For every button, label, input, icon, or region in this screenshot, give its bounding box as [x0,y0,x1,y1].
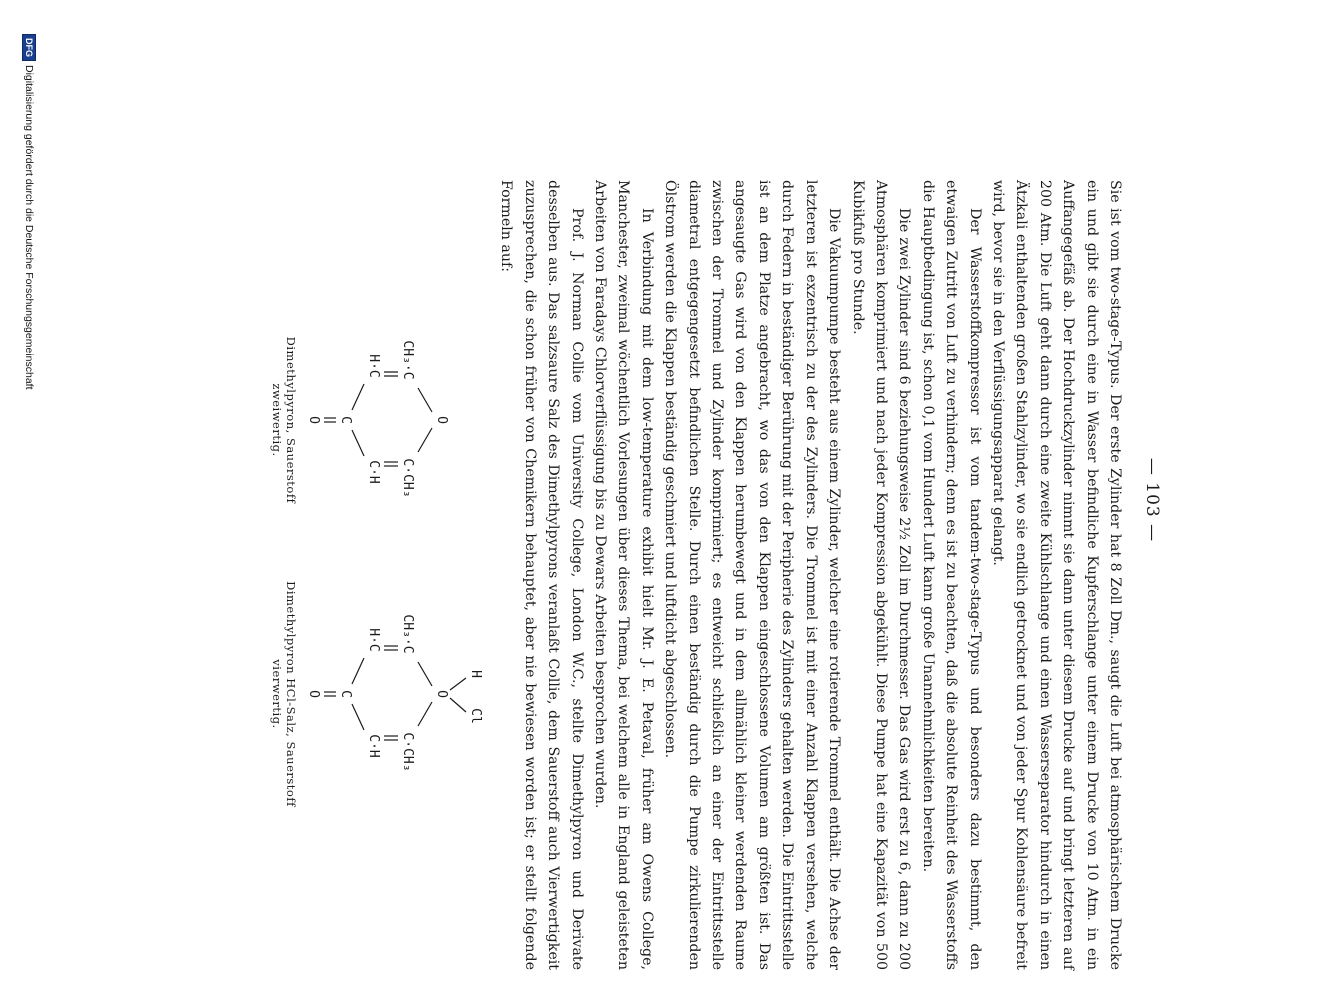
atom-ch-right: C·H [366,734,381,758]
atom-hc-left: H·C [366,354,381,378]
formula-dimethylpyron-diagram [306,300,456,540]
body-text [494,180,1126,970]
digitization-notice [22,34,36,390]
formula-caption: Dimethylpyron HCl-Salz, Sauerstoff vierwertig. [270,581,298,807]
atom-o-ring: O [434,690,449,698]
bond [450,698,466,712]
atom-ch3-c-left: CH₃·C [400,340,415,380]
bond [352,658,364,684]
bond [352,704,364,730]
formula-caption: Dimethylpyron, Sauerstoff zweiwertig. [270,336,298,504]
bond [418,702,432,726]
paragraph-collie: Prof. J. Norman Collie vom University College, London W.C., stellte Dimethylpyron und Derivate desselben aus. Das salzsaure Salz des Dimethylpyrons veranlaßt Collie, dem Sauerstoff auch Vierwertigkeit zuzusprechen, die schon früher von Chemikern behauptet, aber nie bewiesen worden ist; er stellt folgende Formeln auf: [498,180,585,970]
paragraph-lectures: In Verbindung mit dem low-temperature exhibit hielt Mr. J. E. Petaval, früher am Owens College, Manchester, zweimal wöchentlich Vorlesungen über dieses Thema, bei welchem alle in England geleisteten Arbeiten von Faradays Chlorverflüssigung bis zu Dewars Arbeiten besprochen wurden. [592,180,655,970]
page-number: — 103 — [1142,457,1162,543]
paragraph-cylinders: Die zwei Zylinder sind 6 beziehungsweise 2½ Zoll im Durchmesser. Das Gas wird erst zu 6, dann zu 200 Atmosphären komprimiert und nach jeder Kompression abgekühlt. Diese Pumpe hat eine Kapazität von 500 Kubikfuß pro Stunde. [849,180,913,970]
atom-hc-left: H·C [366,628,381,652]
paragraph-air-compressor: Sie ist vom two-stage-Typus. Der erste Zylinder hat 8 Zoll Dm., saugt die Luft bei atmosphärischem Drucke ein und gibt sie durch eine in Wasser befindliche Kupferschlange unter einem Drucke von 10 Atm. in ein Auffangegefäß ab. Der Hochdruckzylinder nimmt sie dann unter diesem Drucke auf und bringt letzteren auf 200 Atm. Die Luft geht dann durch eine zweite Kühlschlange und einen Wasserseparator hindurch in einen Ätzkali enthaltenden großen Stahlzylinder, wo sie endlich getrocknet und von jeder Spur Kohlensäure befreit wird, bevor sie in den Verflüssigungsapparat gelangt. [989,180,1123,970]
atom-o-bottom: O [306,416,321,424]
atom-ch-right: C·H [366,460,381,484]
formula-dimethylpyron-hcl-diagram [306,574,488,814]
atom-cl-top: Cl [468,708,483,724]
atom-c-ch3-right: C·CH₃ [400,732,415,772]
atom-o-ring: O [434,416,449,424]
formula-dimethylpyron-hcl [270,574,488,814]
atom-h-top: H [468,670,483,678]
bond [418,388,432,412]
atom-c-bottom: C [338,690,353,698]
bond [352,384,364,410]
formula-dimethylpyron [270,300,456,540]
paragraph-vacuum-pump: Die Vakuumpumpe besteht aus einem Zylinder, welcher eine rotierende Trommel enthält. Die Achse der letzteren ist exzentrisch zu der des Zylinders. Die Trommel ist mit einer Anzahl Klappen versehen, welche durch Federn in beständiger Berührung mit der Peripherie des Zylinders gehalten werden. Die Eintrittsstelle ist an dem Platze angebracht, wo das von den Klappen eingeschlossene Volumen am größten ist. Das angesaugte Gas wird von den Klappen herumbewegt und in dem allmählich kleiner werdenden Raume zwischen der Trommel und Zylinder komprimiert; es entweicht schließlich an einer der Eintrittsstelle diametral entgegengesetzt befindlichen Stelle. Durch einen beständig durch die Pumpe zirkulierenden Ölstrom werden die Klappen beständig geschmiert und luftdicht abgeschlossen. [662,180,843,970]
paragraph-hydrogen-compressor: Der Wasserstoffkompressor ist vom tandem-two-stage-Typus und besonders dazu bestimmt, den etwaigen Zutritt von Luft zu verhindern; denn es ist zu beachten, daß die absolute Reinheit des Wasserstoffs die Hauptbedingung ist, schon 0,1 vom Hundert Luft kann große Unannehmlichkeiten bereiten. [919,180,983,970]
bond [418,428,432,452]
atom-c-ch3-right: C·CH₃ [400,458,415,498]
atom-o-bottom: O [306,690,321,698]
bond [418,662,432,686]
atom-ch3-c-left: CH₃·C [400,614,415,654]
dfg-logo-icon: DFG [22,34,36,61]
atom-c-bottom: C [338,416,353,424]
bond [352,430,364,456]
digitization-notice-text: Digitalisierung gefördert durch die Deutsche Forschungsgemeinschaft [23,65,35,390]
bond [450,678,466,690]
